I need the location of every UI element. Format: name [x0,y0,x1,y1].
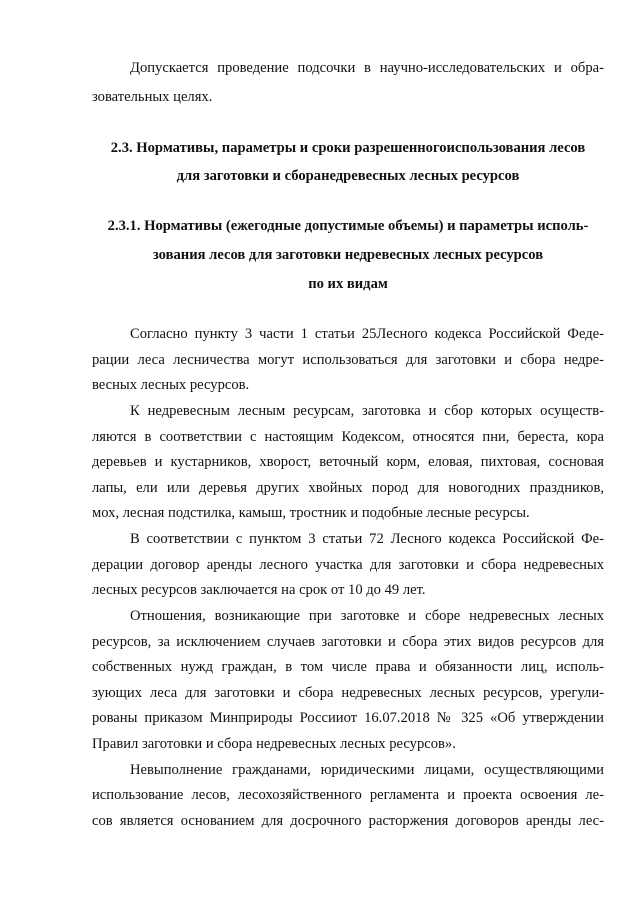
paragraph-2-line-5: мох, лесная подстилка, камыш, тростник и подобные лесные ресурсы. [92,505,530,521]
paragraph-2-line-1: К недревесным лесным ресурсам, заготовка и сбор которых осуществ- [130,403,604,419]
paragraph-4-line-5: рованы приказом Минприроды Россииот 16.07.2018 № 325 «Об утверждении [92,710,604,726]
paragraph-1-line-2: рации леса лесничества могут использоваться для заготовки и сбора недре- [92,352,604,368]
paragraph-1-line-3: весных лесных ресурсов. [92,377,250,393]
paragraph-4-line-6: Правил заготовки и сбора недревесных лесных ресурсов». [92,736,456,752]
paragraph-5-line-1: Невыполнение гражданами, юридическими лицами, осуществляющими [130,762,604,778]
paragraph-5-line-3: сов является основанием для досрочного расторжения договоров аренды лес- [92,813,604,829]
paragraph-3-line-3: лесных ресурсов заключается на срок от 10 до 49 лет. [92,582,426,598]
section-2-3-1-heading-line-1: 2.3.1. Нормативы (ежегодные допустимые объемы) и параметры исполь- [107,218,589,234]
paragraph-4-line-1: Отношения, возникающие при заготовке и сборе недревесных лесных [130,608,604,624]
paragraph-2-line-4: лапы, ели или деревья других хвойных пород для новогодних праздников, [92,480,604,496]
section-2-3-heading-line-1: 2.3. Нормативы, параметры и сроки разрешенногоиспользования лесов [110,140,586,156]
section-2-3-heading-line-2: для заготовки и сборанедревесных лесных ресурсов [176,168,520,184]
paragraph-3-line-1: В соответствии с пунктом 3 статьи 72 Лесного кодекса Российской Фе- [130,531,604,547]
paragraph-1-line-1: Согласно пункту 3 части 1 статьи 25Лесного кодекса Российской Феде- [130,326,604,342]
section-2-3-1-heading-line-2: зования лесов для заготовки недревесных лесных ресурсов [152,247,544,263]
paragraph-3-line-2: дерации договор аренды лесного участка для заготовки и сбора недревесных [92,557,604,573]
section-2-3-1-heading-line-3: по их видам [308,276,388,292]
paragraph-4-line-4: зующих леса для заготовки и сбора недревесных лесных ресурсов, урегули- [92,685,604,701]
paragraph-2-line-3: деревьев и кустарников, хворост, веточный корм, еловая, пихтовая, сосновая [92,454,604,470]
paragraph-5-line-2: использование лесов, лесохозяйственного регламента и проекта освоения ле- [92,787,604,803]
paragraph-4-line-2: ресурсов, за исключением случаев заготовки и сбора этих видов ресурсов для [92,634,604,650]
paragraph-2-line-2: ляются в соответствии с настоящим Кодексом, относятся пни, береста, кора [92,429,604,445]
intro-line-2: зовательных целях. [92,89,213,105]
paragraph-4-line-3: собственных нужд граждан, в том числе права и обязанности лиц, исполь- [92,659,604,675]
intro-line-1: Допускается проведение подсочки в научно-исследовательских и обра- [130,60,604,76]
